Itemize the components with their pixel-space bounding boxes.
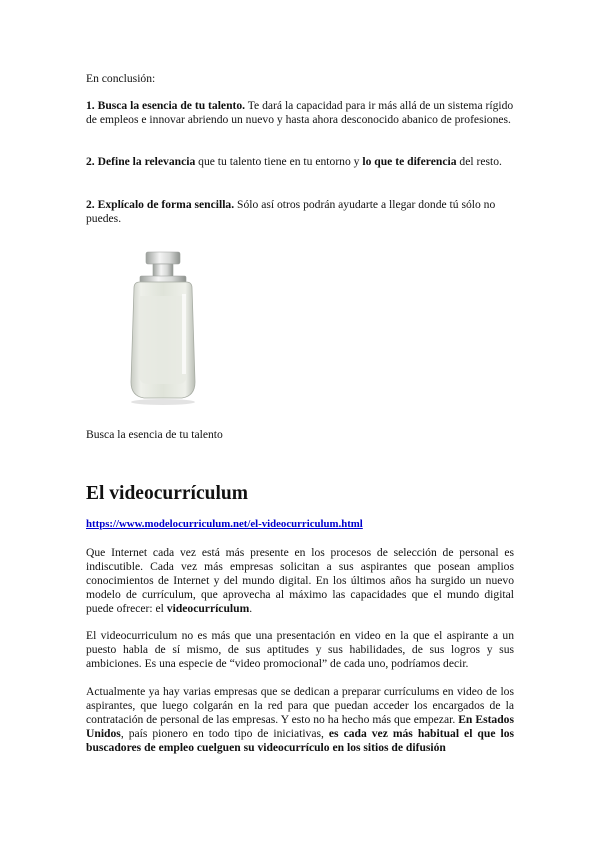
paragraph-3-text: Actualmente ya hay varias empresas que se dedican a preparar currículums en video de los aspirantes, que luego colgarán en la red para que puedan acceder los encargados de la contratación de personal de las empresas. Y esto no ha hecho más que empezar. [86,685,514,726]
point-1 [86,99,514,127]
point-2-text: del resto. [456,155,502,168]
section-link[interactable]: https://www.modelocurriculum.net/el-videocurriculum.html [86,518,363,530]
point-2-lead2: lo que te diferencia [362,155,457,168]
image-caption: Busca la esencia de tu talento [86,428,223,441]
paragraph-1-bold: videocurrículum [166,602,250,615]
paragraph-1-text: Que Internet cada vez está más presente en los procesos de selección de personal es indiscutible. Cada vez más empresas solicitan a sus aspirantes que posean amplios conocimientos de Internet y del mundo digital. En los últimos años ha surgido un nuevo modelo de currículum, que aprovecha al máximo las capacidades que el mundo digital puede ofrecer: el [86,546,514,615]
point-2-mid: que tu talento tiene en tu entorno y [195,155,363,168]
perfume-bottle-illustration [110,246,220,408]
point-2-lead: 2. Define la relevancia [86,155,196,168]
paragraph-2: El videocurriculum no es más que una presentación en video en la que el aspirante a un puesto habla de sí mismo, de sus aptitudes y sus habilidades, de sus logros y sus ambiciones. Es una especie de “video promocional” de cada uno, podríamos decir. [86,629,514,670]
point-3 [86,198,514,226]
paragraph-3 [86,685,514,755]
section-title: El videocurrículum [86,483,248,504]
paragraph-3-bold-2: es cada vez más habitual el que los buscadores de empleo cuelguen su videocurrículo en los sitios de difusión [86,727,514,754]
intro-text: En conclusión: [86,72,156,85]
point-3-text: Sólo así otros podrán ayudarte a llegar donde tú sólo no puedes. [86,198,496,225]
point-1-text: Te dará la capacidad para ir más allá de un sistema rígido de empleos e innovar abriendo un nuevo y hasta ahora desconocido abanico de profesiones. [86,99,514,126]
perfume-bottle-image [110,246,220,408]
point-1-lead: 1. Busca la esencia de tu talento. [86,99,246,112]
paragraph-3-bold-1: En Estados Unidos [86,713,514,740]
paragraph-3-mid: , país pionero en todo tipo de iniciativas, [120,727,329,740]
point-3-lead: 2. Explícalo de forma sencilla. [86,198,235,211]
paragraph-1 [86,546,514,616]
point-2 [86,155,514,169]
paragraph-1-end: . [249,602,253,615]
